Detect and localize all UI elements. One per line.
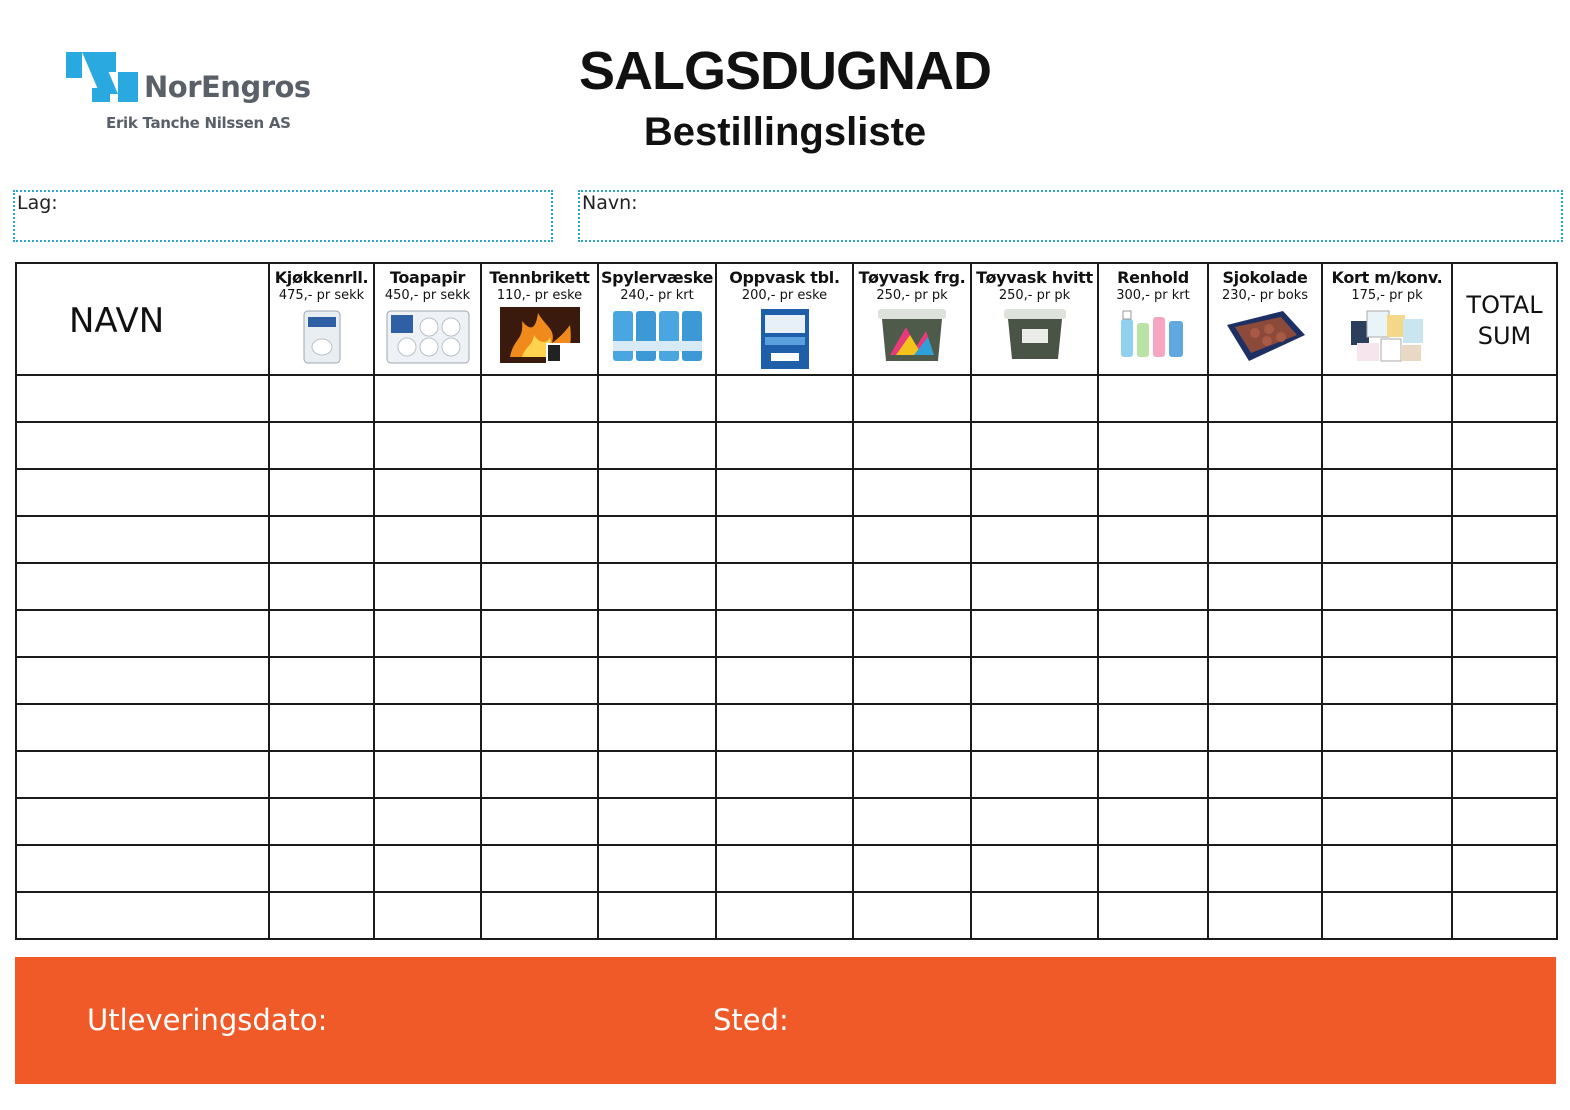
quantity-cell[interactable] bbox=[598, 704, 716, 751]
quantity-cell[interactable] bbox=[716, 610, 853, 657]
quantity-cell[interactable] bbox=[716, 892, 853, 939]
quantity-cell[interactable] bbox=[853, 563, 971, 610]
quantity-cell[interactable] bbox=[1208, 798, 1322, 845]
product-price: 240,- pr krt bbox=[620, 288, 694, 303]
name-cell[interactable] bbox=[16, 610, 269, 657]
quantity-cell[interactable] bbox=[716, 563, 853, 610]
quantity-cell[interactable] bbox=[374, 422, 481, 469]
quantity-cell[interactable] bbox=[1322, 751, 1452, 798]
quantity-cell[interactable] bbox=[971, 892, 1098, 939]
total-header-line2: SUM bbox=[1477, 322, 1532, 350]
quantity-cell[interactable] bbox=[1322, 563, 1452, 610]
name-cell[interactable] bbox=[16, 845, 269, 892]
quantity-cell[interactable] bbox=[1098, 657, 1208, 704]
name-cell[interactable] bbox=[16, 563, 269, 610]
quantity-cell[interactable] bbox=[481, 657, 598, 704]
page-subtitle: Bestillingsliste bbox=[643, 110, 927, 154]
product-name: Kjøkkenrll. bbox=[274, 268, 369, 287]
quantity-cell[interactable] bbox=[598, 798, 716, 845]
quantity-cell[interactable] bbox=[971, 751, 1098, 798]
total-cell[interactable] bbox=[1452, 704, 1557, 751]
product-name: Sjokolade bbox=[1222, 268, 1308, 287]
quantity-cell[interactable] bbox=[1098, 516, 1208, 563]
quantity-cell[interactable] bbox=[1208, 657, 1322, 704]
cards-icon bbox=[1347, 307, 1427, 365]
quantity-cell[interactable] bbox=[1208, 892, 1322, 939]
quantity-cell[interactable] bbox=[1322, 892, 1452, 939]
table-row bbox=[16, 469, 1557, 516]
quantity-cell[interactable] bbox=[1208, 751, 1322, 798]
name-cell[interactable] bbox=[16, 892, 269, 939]
quantity-cell[interactable] bbox=[1098, 422, 1208, 469]
quantity-cell[interactable] bbox=[374, 469, 481, 516]
quantity-cell[interactable] bbox=[374, 375, 481, 422]
quantity-cell[interactable] bbox=[374, 704, 481, 751]
quantity-cell[interactable] bbox=[716, 516, 853, 563]
dishwasher-tablet-icon bbox=[759, 307, 811, 371]
product-name: Renhold bbox=[1117, 268, 1189, 287]
table-row bbox=[16, 704, 1557, 751]
quantity-cell[interactable] bbox=[1098, 798, 1208, 845]
quantity-cell[interactable] bbox=[481, 422, 598, 469]
quantity-cell[interactable] bbox=[1208, 563, 1322, 610]
quantity-cell[interactable] bbox=[598, 422, 716, 469]
quantity-cell[interactable] bbox=[853, 610, 971, 657]
quantity-cell[interactable] bbox=[1098, 892, 1208, 939]
quantity-cell[interactable] bbox=[1208, 516, 1322, 563]
product-name: Tøyvask frg. bbox=[858, 268, 966, 287]
quantity-cell[interactable] bbox=[971, 375, 1098, 422]
table-row bbox=[16, 563, 1557, 610]
name-cell[interactable] bbox=[16, 751, 269, 798]
quantity-cell[interactable] bbox=[1098, 845, 1208, 892]
quantity-cell[interactable] bbox=[853, 892, 971, 939]
total-cell[interactable] bbox=[1452, 375, 1557, 422]
quantity-cell[interactable] bbox=[598, 657, 716, 704]
quantity-cell[interactable] bbox=[971, 563, 1098, 610]
product-header-spylervaeske bbox=[598, 263, 716, 375]
quantity-cell[interactable] bbox=[269, 845, 374, 892]
quantity-cell[interactable] bbox=[269, 563, 374, 610]
name-cell[interactable] bbox=[16, 375, 269, 422]
quantity-cell[interactable] bbox=[269, 516, 374, 563]
product-header-kort bbox=[1322, 263, 1452, 375]
quantity-cell[interactable] bbox=[853, 798, 971, 845]
quantity-cell[interactable] bbox=[853, 845, 971, 892]
delivery-date-label: Utleveringsdato: bbox=[87, 1003, 328, 1037]
delivery-place-label: Sted: bbox=[713, 1003, 789, 1037]
quantity-cell[interactable] bbox=[716, 751, 853, 798]
quantity-cell[interactable] bbox=[481, 798, 598, 845]
quantity-cell[interactable] bbox=[598, 516, 716, 563]
product-name: Kort m/konv. bbox=[1331, 268, 1443, 287]
total-column-header bbox=[1452, 263, 1557, 375]
fire-starter-icon bbox=[500, 307, 580, 363]
total-cell[interactable] bbox=[1452, 469, 1557, 516]
total-cell[interactable] bbox=[1452, 610, 1557, 657]
quantity-cell[interactable] bbox=[269, 469, 374, 516]
quantity-cell[interactable] bbox=[1208, 845, 1322, 892]
total-cell[interactable] bbox=[1452, 798, 1557, 845]
quantity-cell[interactable] bbox=[1322, 422, 1452, 469]
name-cell[interactable] bbox=[16, 469, 269, 516]
total-cell[interactable] bbox=[1452, 751, 1557, 798]
order-table bbox=[15, 262, 1558, 940]
product-header-oppvask bbox=[716, 263, 853, 375]
lag-field[interactable] bbox=[13, 190, 553, 242]
quantity-cell[interactable] bbox=[853, 657, 971, 704]
header-row bbox=[16, 263, 1557, 375]
quantity-cell[interactable] bbox=[481, 516, 598, 563]
quantity-cell[interactable] bbox=[853, 422, 971, 469]
name-cell[interactable] bbox=[16, 516, 269, 563]
quantity-cell[interactable] bbox=[716, 422, 853, 469]
quantity-cell[interactable] bbox=[716, 375, 853, 422]
page-title: SALGSDUGNAD bbox=[578, 41, 991, 101]
quantity-cell[interactable] bbox=[481, 751, 598, 798]
toilet-paper-icon bbox=[385, 307, 471, 365]
quantity-cell[interactable] bbox=[1322, 516, 1452, 563]
quantity-cell[interactable] bbox=[716, 798, 853, 845]
logo-name: NorEngros bbox=[144, 70, 311, 104]
quantity-cell[interactable] bbox=[481, 704, 598, 751]
paper-roll-icon bbox=[298, 307, 346, 365]
total-cell[interactable] bbox=[1452, 422, 1557, 469]
quantity-cell[interactable] bbox=[269, 892, 374, 939]
quantity-cell[interactable] bbox=[1322, 845, 1452, 892]
quantity-cell[interactable] bbox=[1208, 704, 1322, 751]
quantity-cell[interactable] bbox=[374, 610, 481, 657]
product-name: Tøyvask hvitt bbox=[976, 268, 1093, 287]
name-column-header: NAVN bbox=[16, 263, 269, 375]
quantity-cell[interactable] bbox=[374, 751, 481, 798]
quantity-cell[interactable] bbox=[374, 516, 481, 563]
order-table-body bbox=[16, 375, 1557, 939]
cleaning-bottles-icon bbox=[1117, 307, 1189, 359]
quantity-cell[interactable] bbox=[1322, 657, 1452, 704]
quantity-cell[interactable] bbox=[481, 469, 598, 516]
quantity-cell[interactable] bbox=[374, 845, 481, 892]
quantity-cell[interactable] bbox=[598, 610, 716, 657]
quantity-cell[interactable] bbox=[716, 657, 853, 704]
product-price: 450,- pr sekk bbox=[384, 288, 471, 303]
logo-subtitle: Erik Tanche Nilssen AS bbox=[106, 114, 291, 132]
total-cell[interactable] bbox=[1452, 657, 1557, 704]
name-cell[interactable] bbox=[16, 422, 269, 469]
quantity-cell[interactable] bbox=[598, 469, 716, 516]
quantity-cell[interactable] bbox=[971, 610, 1098, 657]
quantity-cell[interactable] bbox=[1322, 610, 1452, 657]
quantity-cell[interactable] bbox=[598, 375, 716, 422]
quantity-cell[interactable] bbox=[598, 845, 716, 892]
quantity-cell[interactable] bbox=[1098, 469, 1208, 516]
product-header-toyvask-frg bbox=[853, 263, 971, 375]
table-row bbox=[16, 375, 1557, 422]
quantity-cell[interactable] bbox=[971, 657, 1098, 704]
quantity-cell[interactable] bbox=[481, 375, 598, 422]
quantity-cell[interactable] bbox=[374, 563, 481, 610]
product-price: 230,- pr boks bbox=[1221, 288, 1308, 303]
total-cell[interactable] bbox=[1452, 845, 1557, 892]
quantity-cell[interactable] bbox=[1208, 610, 1322, 657]
washer-fluid-icon bbox=[611, 307, 703, 363]
quantity-cell[interactable] bbox=[269, 798, 374, 845]
product-name: Spylervæske bbox=[600, 268, 714, 287]
name-cell[interactable] bbox=[16, 657, 269, 704]
table-row bbox=[16, 610, 1557, 657]
quantity-cell[interactable] bbox=[853, 704, 971, 751]
quantity-cell[interactable] bbox=[598, 563, 716, 610]
quantity-cell[interactable] bbox=[598, 892, 716, 939]
quantity-cell[interactable] bbox=[716, 704, 853, 751]
quantity-cell[interactable] bbox=[1098, 751, 1208, 798]
table-row bbox=[16, 657, 1557, 704]
quantity-cell[interactable] bbox=[971, 845, 1098, 892]
table-row bbox=[16, 798, 1557, 845]
lag-label: Lag: bbox=[17, 192, 58, 214]
delivery-footer bbox=[15, 957, 1556, 1084]
product-name: Oppvask tbl. bbox=[729, 268, 840, 287]
quantity-cell[interactable] bbox=[374, 657, 481, 704]
quantity-cell[interactable] bbox=[269, 657, 374, 704]
table-row bbox=[16, 892, 1557, 939]
quantity-cell[interactable] bbox=[1322, 798, 1452, 845]
product-name: Toapapir bbox=[389, 268, 466, 287]
quantity-cell[interactable] bbox=[1208, 422, 1322, 469]
product-header-toapapir bbox=[374, 263, 481, 375]
quantity-cell[interactable] bbox=[374, 892, 481, 939]
quantity-cell[interactable] bbox=[853, 469, 971, 516]
product-price: 250,- pr pk bbox=[876, 288, 948, 303]
quantity-cell[interactable] bbox=[1098, 563, 1208, 610]
quantity-cell[interactable] bbox=[598, 751, 716, 798]
quantity-cell[interactable] bbox=[269, 610, 374, 657]
quantity-cell[interactable] bbox=[853, 516, 971, 563]
quantity-cell[interactable] bbox=[1098, 704, 1208, 751]
table-row bbox=[16, 751, 1557, 798]
product-price: 200,- pr eske bbox=[741, 288, 828, 303]
product-header-renhold bbox=[1098, 263, 1208, 375]
quantity-cell[interactable] bbox=[269, 422, 374, 469]
product-price: 175,- pr pk bbox=[1351, 288, 1423, 303]
quantity-cell[interactable] bbox=[481, 845, 598, 892]
quantity-cell[interactable] bbox=[1322, 704, 1452, 751]
quantity-cell[interactable] bbox=[1098, 375, 1208, 422]
quantity-cell[interactable] bbox=[481, 563, 598, 610]
quantity-cell[interactable] bbox=[374, 798, 481, 845]
total-cell[interactable] bbox=[1452, 892, 1557, 939]
quantity-cell[interactable] bbox=[481, 610, 598, 657]
product-price: 110,- pr eske bbox=[496, 288, 583, 303]
product-header-kjokkenrull bbox=[269, 263, 374, 375]
quantity-cell[interactable] bbox=[971, 469, 1098, 516]
quantity-cell[interactable] bbox=[269, 704, 374, 751]
quantity-cell[interactable] bbox=[853, 751, 971, 798]
quantity-cell[interactable] bbox=[971, 704, 1098, 751]
product-header-tennbrikett bbox=[481, 263, 598, 375]
quantity-cell[interactable] bbox=[269, 375, 374, 422]
quantity-cell[interactable] bbox=[971, 798, 1098, 845]
quantity-cell[interactable] bbox=[1322, 469, 1452, 516]
product-name: Tennbrikett bbox=[489, 268, 590, 287]
product-price: 300,- pr krt bbox=[1116, 288, 1190, 303]
quantity-cell[interactable] bbox=[971, 422, 1098, 469]
product-price: 475,- pr sekk bbox=[278, 288, 365, 303]
total-header-line1: TOTAL bbox=[1466, 291, 1543, 319]
quantity-cell[interactable] bbox=[1322, 375, 1452, 422]
detergent-white-icon bbox=[1002, 307, 1068, 361]
name-cell[interactable] bbox=[16, 798, 269, 845]
quantity-cell[interactable] bbox=[1208, 469, 1322, 516]
quantity-cell[interactable] bbox=[269, 751, 374, 798]
total-cell[interactable] bbox=[1452, 516, 1557, 563]
quantity-cell[interactable] bbox=[481, 892, 598, 939]
chocolate-box-icon bbox=[1223, 307, 1307, 365]
quantity-cell[interactable] bbox=[853, 375, 971, 422]
total-cell[interactable] bbox=[1452, 563, 1557, 610]
product-price: 250,- pr pk bbox=[998, 288, 1071, 303]
table-row bbox=[16, 422, 1557, 469]
table-row bbox=[16, 516, 1557, 563]
name-cell[interactable] bbox=[16, 704, 269, 751]
product-header-toyvask-hvitt bbox=[971, 263, 1098, 375]
quantity-cell[interactable] bbox=[716, 845, 853, 892]
table-row bbox=[16, 845, 1557, 892]
quantity-cell[interactable] bbox=[716, 469, 853, 516]
product-header-sjokolade bbox=[1208, 263, 1322, 375]
quantity-cell[interactable] bbox=[1208, 375, 1322, 422]
detergent-color-icon bbox=[876, 307, 948, 363]
navn-label: Navn: bbox=[582, 192, 638, 214]
quantity-cell[interactable] bbox=[971, 516, 1098, 563]
quantity-cell[interactable] bbox=[1098, 610, 1208, 657]
navn-field[interactable] bbox=[578, 190, 1563, 242]
